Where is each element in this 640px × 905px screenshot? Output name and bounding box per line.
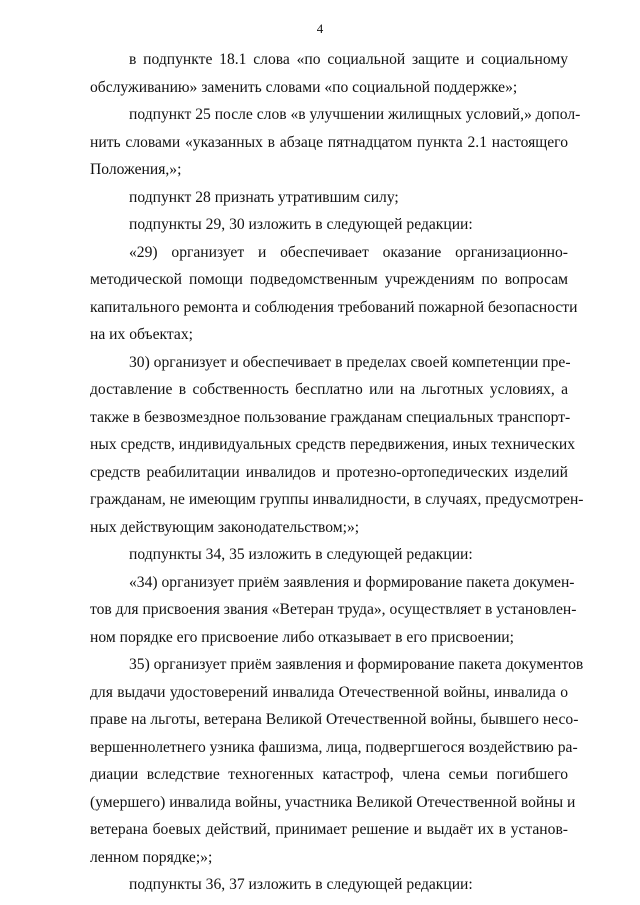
- text-line: тов для присвоения звания «Ветеран труда», осуществляет в установлен-: [90, 601, 577, 618]
- text-line: 35) организует приём заявления и формирование пакета документов: [129, 656, 584, 673]
- text-line: гражданам, не имеющим группы инвалидности, в случаях, предусмотрен-: [90, 491, 584, 508]
- text-line: праве на льготы, ветерана Великой Отечественной войны, бывшего несо-: [90, 711, 579, 728]
- text-line: на их объектах;: [90, 326, 193, 343]
- text-line: вершеннолетнего узника фашизма, лица, подвергшегося воздействию ра-: [90, 739, 578, 756]
- text-line: методической помощи подведомственным учреждениям по вопросам: [90, 271, 568, 288]
- text-line: 30) организует и обеспечивает в пределах своей компетенции пре-: [129, 354, 571, 371]
- text-line: ленном порядке;»;: [90, 849, 213, 866]
- text-line: обслуживанию» заменить словами «по социальной поддержке»;: [90, 79, 518, 96]
- text-line: подпункт 25 после слов «в улучшении жилищных условий,» допол-: [129, 106, 581, 123]
- text-line: доставление в собственность бесплатно или на льготных условиях, а: [90, 381, 568, 398]
- text-line: средств реабилитации инвалидов и протезно-ортопедических изделий: [90, 464, 568, 481]
- text-line: ном порядке его присвоение либо отказывает в его присвоении;: [90, 629, 514, 646]
- text-line: также в безвозмездное пользование гражданам специальных транспорт-: [90, 409, 571, 426]
- text-line: Положения,»;: [90, 161, 182, 178]
- text-line: ных средств, индивидуальных средств передвижения, иных технических: [90, 436, 576, 453]
- text-line: для выдачи удостоверений инвалида Отечественной войны, инвалида о: [90, 684, 568, 701]
- text-line: ных действующим законодательством;»;: [90, 519, 360, 536]
- text-line: подпункты 34, 35 изложить в следующей редакции:: [129, 546, 473, 563]
- text-line: нить словами «указанных в абзаце пятнадцатом пункта 2.1 настоящего: [90, 134, 568, 151]
- text-line: в подпункте 18.1 слова «по социальной защите и социальному: [129, 51, 568, 68]
- text-line: капитального ремонта и соблюдения требований пожарной безопасности: [90, 299, 578, 316]
- text-line: «34) организует приём заявления и формирование пакета докумен-: [129, 574, 575, 591]
- text-line: ветерана боевых действий, принимает решение и выдаёт их в установ-: [90, 821, 568, 838]
- text-line: подпункт 28 признать утратившим силу;: [129, 189, 399, 206]
- text-line: диации вследствие техногенных катастроф, члена семьи погибшего: [90, 766, 568, 783]
- text-line: подпункты 36, 37 изложить в следующей редакции:: [129, 876, 473, 893]
- text-line: «29) организует и обеспечивает оказание организационно-: [129, 244, 568, 261]
- text-line: (умершего) инвалида войны, участника Великой Отечественной войны и: [90, 794, 576, 811]
- text-line: подпункты 29, 30 изложить в следующей редакции:: [129, 216, 473, 233]
- page-number: 4: [316, 21, 324, 36]
